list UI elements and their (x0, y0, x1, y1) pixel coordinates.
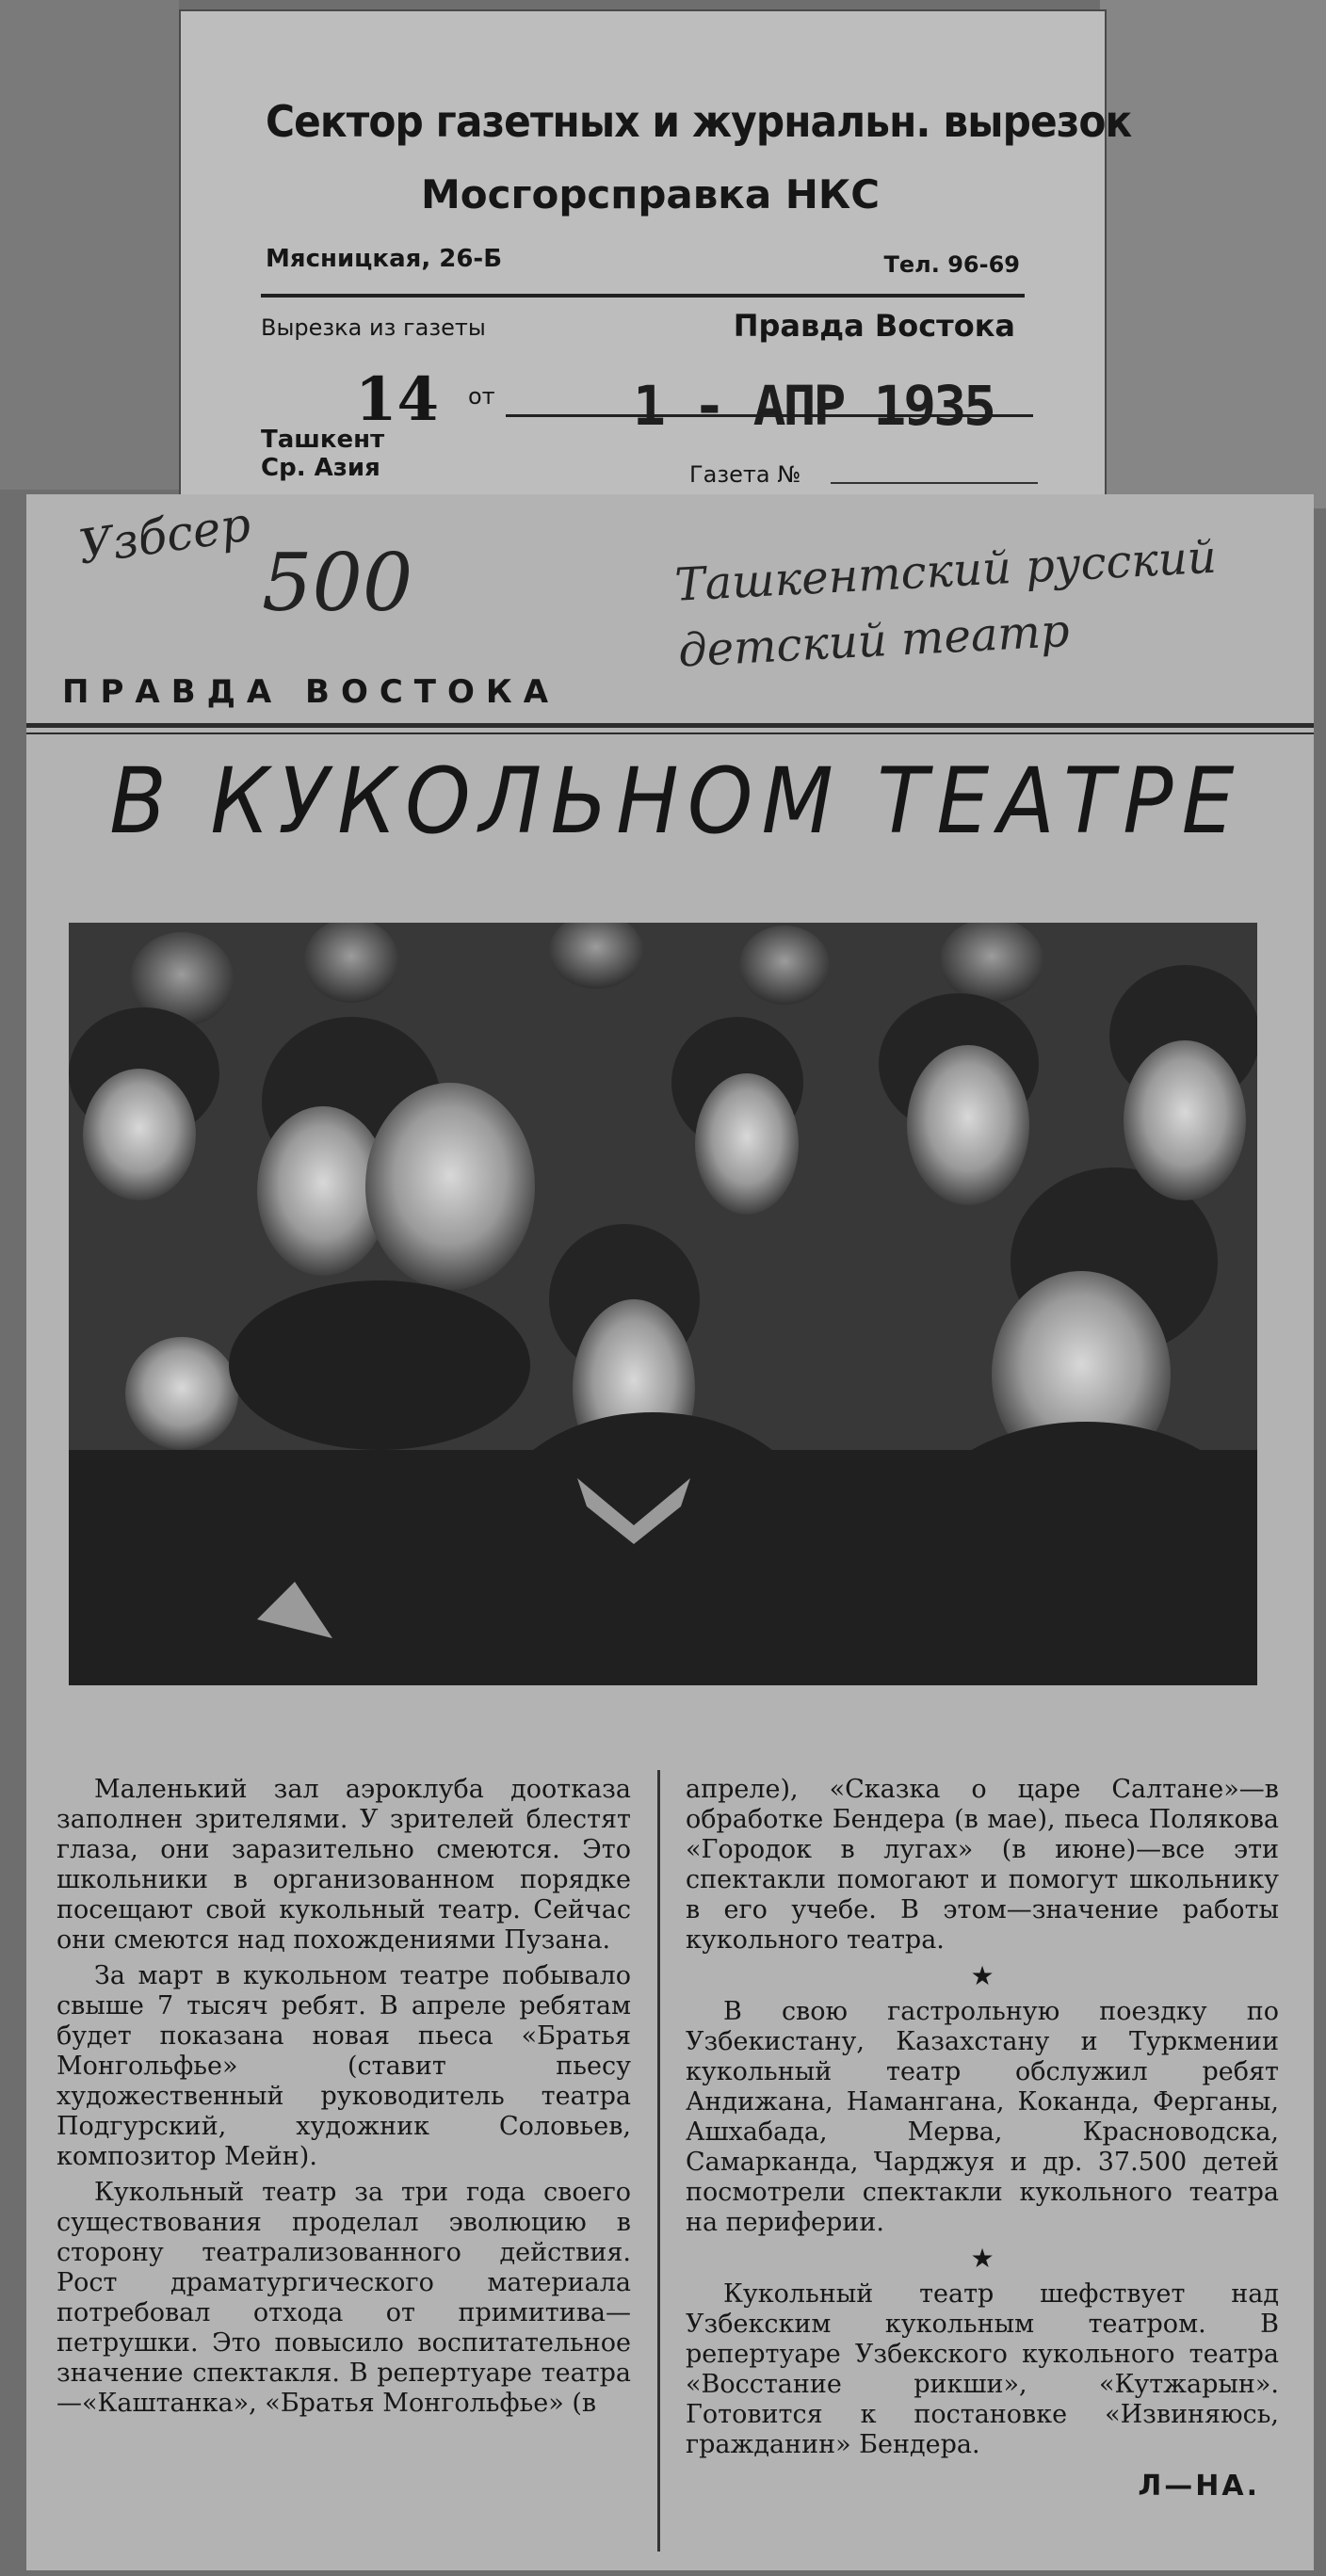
background-right (1100, 0, 1326, 508)
author-signature: Л—НА. (1138, 2470, 1260, 2503)
article-paragraph: За март в кукольном театре побывало свыше 7 тысяч ребят. В апреле ребятам будет показана новая пьеса «Братья Монгольфье» (ставит пьесу художественный руководитель театра Подгурский, художник Соловьев, композитор Мейн). (57, 1961, 631, 2171)
article-paragraph: Кукольный театр шефствует над Узбекским кукольным театром. В репертуаре Узбекского кукольного театра «Восстание рикши», «Кутжарын». Готовится к постановке «Извиняюсь, гражданин» Бендера. (686, 2279, 1279, 2459)
article-paragraph: В свою гастрольную поездку по Узбекистану, Казахстану и Туркмении кукольный театр обслужил ребят Андижана, Наманганa, Коканда, Ферганы, Ашхабада, Мерва, Красноводска, Самарканда, Чарджуя и др. 37.500 детей посмотрели спектакли кукольного театра на периферии. (686, 1997, 1279, 2237)
stamp-gazeta-line (831, 482, 1038, 484)
newspaper-clipping (26, 494, 1314, 2570)
handwritten-note-theatre: Ташкентский русский детский театр (673, 530, 1219, 678)
masthead-rule-bottom (26, 733, 1314, 734)
stamp-city (261, 426, 384, 482)
masthead: ПРАВДА ВОСТОКА (62, 673, 560, 711)
masthead-rule-top (26, 723, 1314, 728)
children-audience-photo (69, 923, 1257, 1685)
article-column-right (686, 1775, 1279, 2503)
handwritten-note-archive: Узбсер (74, 496, 254, 575)
stamp-rule (261, 294, 1025, 298)
stamp-address: Мясницкая, 26-Б (266, 245, 503, 273)
stamp-city-name: Ташкент (261, 426, 385, 454)
stamp-phone: Тел. 96-69 (883, 251, 1020, 278)
star-separator: ★ (970, 1960, 994, 1991)
column-divider (657, 1770, 660, 2552)
stamp-cut-label: Вырезка из газеты (261, 314, 486, 341)
stamp-gazeta-label: Газета № (689, 461, 801, 488)
headline: В КУКОЛЬНОМ ТЕАТРЕ (109, 749, 1243, 854)
article-paragraph: апреле), «Сказка о царе Салтане»—в обработке Бендера (в мае), пьеса Полякова «Городок в лугах» (в июне)—все эти спектакли помогают и помогут школьнику в его учебе. В этом—значение работы кукольного театра. (686, 1775, 1279, 1955)
background-left (0, 0, 179, 490)
stamp-newspaper-name: Правда Востока (733, 308, 1015, 344)
handwritten-number: 500 (262, 537, 413, 629)
photo-image-icon (69, 923, 1257, 1685)
stamp-from-label: от (468, 383, 495, 410)
stamp-organization: Мосгорсправка НКС (421, 171, 881, 217)
article-paragraph: Маленький зал аэроклуба доотказа заполнен зрителями. У зрителей блестят глаза, они заразительно смеются. Это школьники в организованном порядке посещают свой кукольный театр. Сейчас они смеются над похождениями Пузана. (57, 1775, 631, 1955)
article-column-left (57, 1775, 631, 2424)
article-paragraph: Кукольный театр за три года своего существования проделал эволюцию в сторону театрализованного действия. Рост драматургического материала потребовал отхода от примитива—петрушки. Это повысило воспитательное значение спектакля. В репертуаре театра—«Каштанка», «Братья Монгольфье» (в (57, 2178, 631, 2418)
clipping-agency-stamp (179, 9, 1132, 499)
star-separator: ★ (970, 2243, 994, 2274)
stamp-date: 1 - АПР 1935 (633, 374, 994, 438)
stamp-issue-number: 14 (355, 364, 440, 435)
stamp-title: Сектор газетных и журнальн. вырезок (266, 96, 1132, 147)
stamp-region: Ср. Азия (261, 454, 380, 482)
